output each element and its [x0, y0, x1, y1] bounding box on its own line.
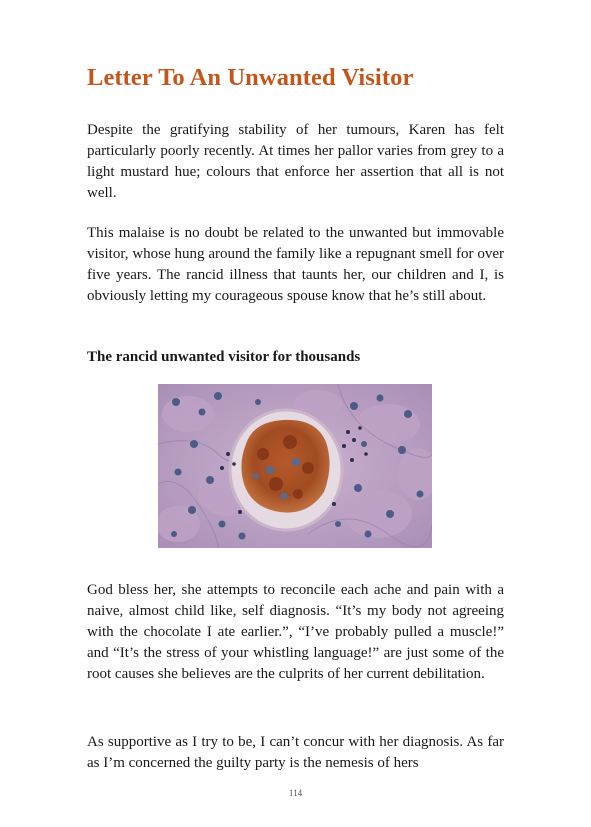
paragraph-4: As supportive as I try to be, I can’t concur with her diagnosis. As far as I’m concerned the guilty party is the nemesis of hers [87, 734, 504, 771]
paragraph-3: God bless her, she attempts to reconcile each ache and pain with a naive, almost child like, self diagnosis. “It’s my body not agreeing with the chocolate I ate earlier.”, “I’ve probably pulled a muscle!” and “It’s the stress of your whistling language!” are just some of the root causes she believes are the culprits of her current debilitation. [87, 582, 504, 682]
image-subheading: The rancid unwanted visitor for thousands [87, 349, 361, 365]
page-number: 114 [288, 788, 303, 798]
histology-micrograph-image [158, 384, 432, 548]
paragraph-1: Despite the gratifying stability of her tumours, Karen has felt particularly poorly recently. At times her pallor varies from grey to a light mustard hue; colours that enforce her assertion that all is not well. [87, 122, 504, 201]
chapter-title: Letter To An Unwanted Visitor [87, 64, 414, 91]
paragraph-2: This malaise is no doubt be related to the unwanted but immovable visitor, whose hung around the family like a repugnant smell for over five years. The rancid illness that taunts her, our children and I, is obviously letting my courageous spouse know that he’s still about. [87, 225, 504, 304]
